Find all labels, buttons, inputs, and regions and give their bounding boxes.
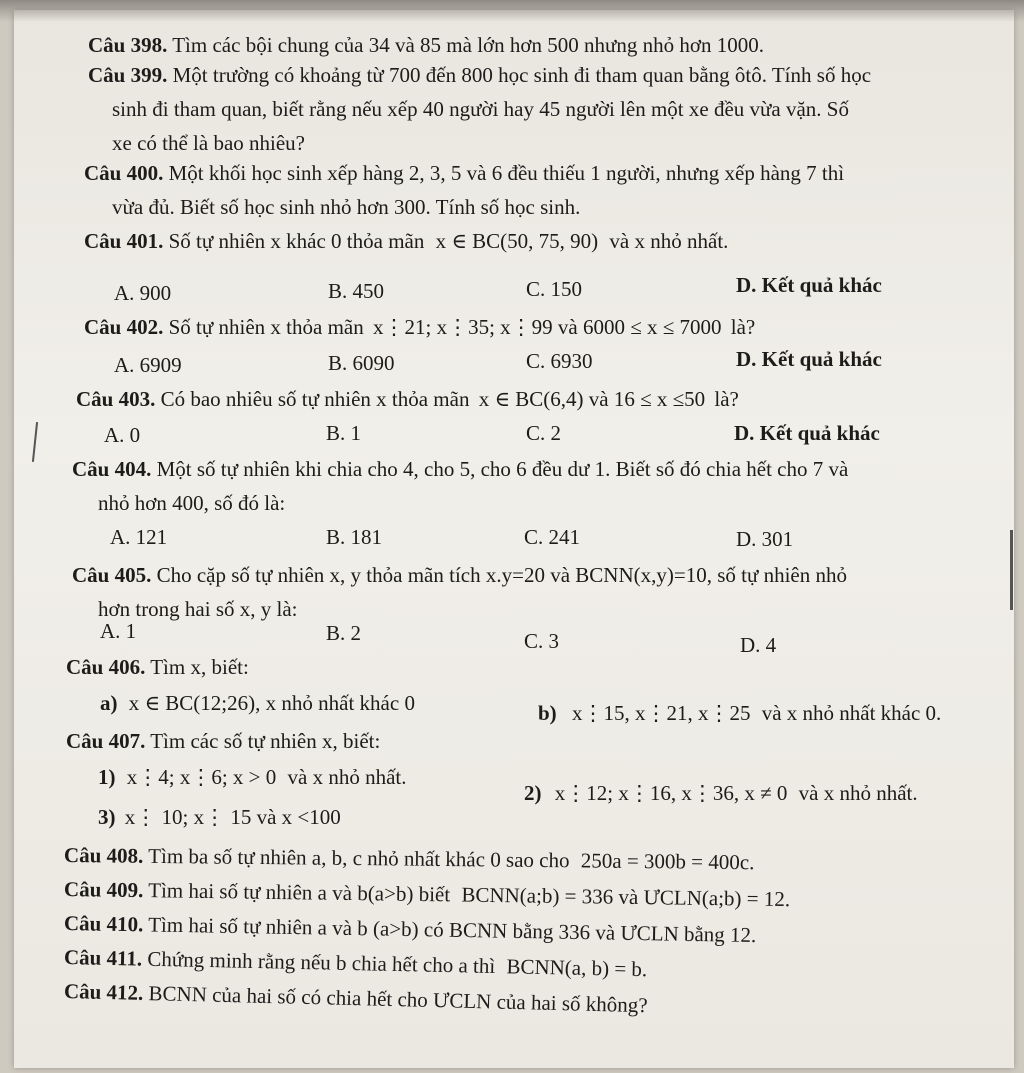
question-number: Câu 403. bbox=[76, 387, 156, 411]
part-tail: , x nhỏ nhất khác 0 bbox=[255, 691, 415, 715]
math-expression: x ∈ BC(6,4) và 16 ≤ x ≤50 bbox=[478, 387, 706, 411]
option-b: B. 2 bbox=[326, 621, 362, 645]
question-number: Câu 400. bbox=[84, 161, 164, 185]
question-number: Câu 405. bbox=[72, 563, 152, 587]
item-label: 1) bbox=[98, 765, 116, 789]
question-text: Tìm các số tự nhiên x, biết: bbox=[150, 729, 381, 753]
question-number: Câu 411. bbox=[63, 945, 143, 971]
question-text: Cho cặp số tự nhiên x, y thỏa mãn tích x.y=20 và BCNN(x,y)=10, số tự nhiên nhỏ bbox=[156, 563, 847, 587]
question-text: Số tự nhiên x khác 0 thỏa mãn bbox=[168, 229, 425, 253]
item-label: 3) bbox=[98, 805, 116, 829]
option-d: D. Kết quả khác bbox=[736, 273, 882, 297]
pen-mark bbox=[32, 422, 38, 462]
worksheet-page bbox=[14, 10, 1014, 1068]
option-d: D. 4 bbox=[740, 633, 777, 657]
question-tail: và x nhỏ nhất. bbox=[609, 229, 729, 253]
math-expression: BCNN(a;b) = 336 và ƯCLN(a;b) = 12. bbox=[461, 882, 791, 912]
question-403 bbox=[76, 386, 739, 412]
question-number: Câu 408. bbox=[63, 843, 144, 868]
question-399 bbox=[88, 62, 871, 88]
question-tail: là? bbox=[730, 315, 756, 339]
question-407-item-1 bbox=[98, 764, 407, 790]
option-a: A. 6909 bbox=[114, 353, 182, 377]
option-b: B. 1 bbox=[326, 421, 362, 445]
question-number: Câu 398. bbox=[88, 33, 168, 57]
question-number: Câu 402. bbox=[84, 315, 164, 339]
question-number: Câu 407. bbox=[66, 729, 146, 753]
math-expression: x ∈ BC(50, 75, 90) bbox=[435, 229, 599, 253]
question-402 bbox=[84, 314, 755, 340]
option-b: B. 6090 bbox=[328, 351, 395, 375]
question-text: Tìm x, biết: bbox=[150, 655, 249, 679]
question-text: Một trường có khoảng từ 700 đến 800 học sinh đi tham quan bằng ôtô. Tính số học bbox=[172, 63, 872, 87]
math-expression: x⋮21; x⋮35; x⋮99 và 6000 ≤ x ≤ 7000 bbox=[372, 315, 722, 339]
math-expression: x⋮ 10; x⋮ 15 và x <100 bbox=[124, 805, 341, 829]
question-412 bbox=[64, 978, 648, 1018]
question-404 bbox=[72, 456, 848, 482]
math-expression: x ∈ BC(12;26) bbox=[128, 691, 256, 715]
part-label: a) bbox=[100, 691, 118, 715]
math-expression: x⋮15, x⋮21, x⋮25 bbox=[571, 701, 751, 725]
option-c: C. 2 bbox=[526, 421, 562, 445]
math-expression: x⋮4; x⋮6; x > 0 bbox=[126, 765, 277, 789]
question-text: Một khối học sinh xếp hàng 2, 3, 5 và 6 đều thiếu 1 người, nhưng xếp hàng 7 thì bbox=[168, 161, 845, 185]
question-number: Câu 412. bbox=[63, 979, 144, 1005]
question-410 bbox=[64, 910, 757, 948]
question-text: Chứng minh rằng nếu b chia hết cho a thì bbox=[147, 946, 496, 979]
part-tail: và x nhỏ nhất khác 0. bbox=[761, 701, 942, 725]
question-401 bbox=[84, 228, 728, 254]
option-b: B. 181 bbox=[326, 525, 383, 549]
question-406 bbox=[66, 654, 249, 680]
math-expression: x⋮12; x⋮16, x⋮36, x ≠ 0 bbox=[554, 781, 788, 805]
option-d: D. Kết quả khác bbox=[736, 347, 882, 371]
question-406-part-a bbox=[100, 690, 415, 716]
question-text: Có bao nhiêu số tự nhiên x thỏa mãn bbox=[160, 387, 470, 411]
question-text: Tìm các bội chung của 34 và 85 mà lớn hơn 500 nhưng nhỏ hơn 1000. bbox=[172, 33, 764, 57]
item-label: 2) bbox=[524, 781, 542, 805]
question-398 bbox=[88, 32, 764, 58]
question-number: Câu 410. bbox=[63, 911, 144, 937]
math-expression: BCNN(a, b) = b. bbox=[506, 954, 648, 982]
option-a: A. 1 bbox=[100, 619, 137, 643]
option-c: C. 241 bbox=[524, 525, 581, 549]
option-c: C. 6930 bbox=[526, 349, 593, 373]
question-number: Câu 399. bbox=[88, 63, 168, 87]
option-c: C. 3 bbox=[524, 629, 560, 653]
option-d: D. 301 bbox=[736, 527, 794, 551]
question-number: Câu 406. bbox=[66, 655, 146, 679]
page-shadow bbox=[0, 0, 1024, 22]
question-text: Một số tự nhiên khi chia cho 4, cho 5, cho 6 đều dư 1. Biết số đó chia hết cho 7 và bbox=[156, 457, 849, 481]
option-a: A. 0 bbox=[104, 423, 141, 447]
option-a: A. 121 bbox=[110, 525, 168, 549]
part-label: b) bbox=[538, 701, 557, 725]
question-number: Câu 404. bbox=[72, 457, 152, 481]
question-399-line-3: xe có thể là bao nhiêu? bbox=[112, 131, 305, 155]
pen-mark bbox=[1010, 530, 1013, 610]
question-text: BCNN của hai số có chia hết cho ƯCLN của hai số không? bbox=[148, 981, 648, 1018]
question-407-item-2 bbox=[524, 780, 918, 806]
question-406-part-b bbox=[538, 700, 941, 726]
question-408 bbox=[64, 842, 755, 875]
option-b: B. 450 bbox=[328, 279, 385, 303]
question-tail: là? bbox=[714, 387, 739, 411]
question-400-line-2: vừa đủ. Biết số học sinh nhỏ hơn 300. Tính số học sinh. bbox=[112, 195, 581, 219]
question-number: Câu 401. bbox=[84, 229, 164, 253]
option-d: D. Kết quả khác bbox=[734, 421, 880, 445]
question-399-line-2: sinh đi tham quan, biết rằng nếu xếp 40 người hay 45 người lên một xe đều vừa vặn. Số bbox=[112, 97, 849, 121]
question-409 bbox=[64, 876, 790, 912]
question-number: Câu 409. bbox=[63, 877, 144, 903]
math-expression: 250a = 300b = 400c. bbox=[580, 848, 755, 875]
option-a: A. 900 bbox=[114, 281, 172, 305]
question-text: Tìm hai số tự nhiên a và b (a>b) có BCNN bằng 336 và ƯCLN bằng 12. bbox=[148, 912, 757, 948]
item-tail: và x nhỏ nhất. bbox=[287, 765, 407, 789]
question-400 bbox=[84, 160, 844, 186]
question-text: Tìm ba số tự nhiên a, b, c nhỏ nhất khác 0 sao cho bbox=[148, 843, 570, 873]
question-text: Số tự nhiên x thỏa mãn bbox=[168, 315, 364, 339]
question-405 bbox=[72, 562, 847, 588]
question-404-line-2: nhỏ hơn 400, số đó là: bbox=[98, 491, 286, 515]
question-407-item-3 bbox=[98, 804, 341, 830]
item-tail: và x nhỏ nhất. bbox=[798, 781, 918, 805]
question-411 bbox=[64, 944, 648, 982]
option-c: C. 150 bbox=[526, 277, 583, 301]
question-407 bbox=[66, 728, 380, 754]
question-405-line-2: hơn trong hai số x, y là: bbox=[98, 597, 298, 621]
question-text: Tìm hai số tự nhiên a và b(a>b) biết bbox=[148, 878, 451, 907]
